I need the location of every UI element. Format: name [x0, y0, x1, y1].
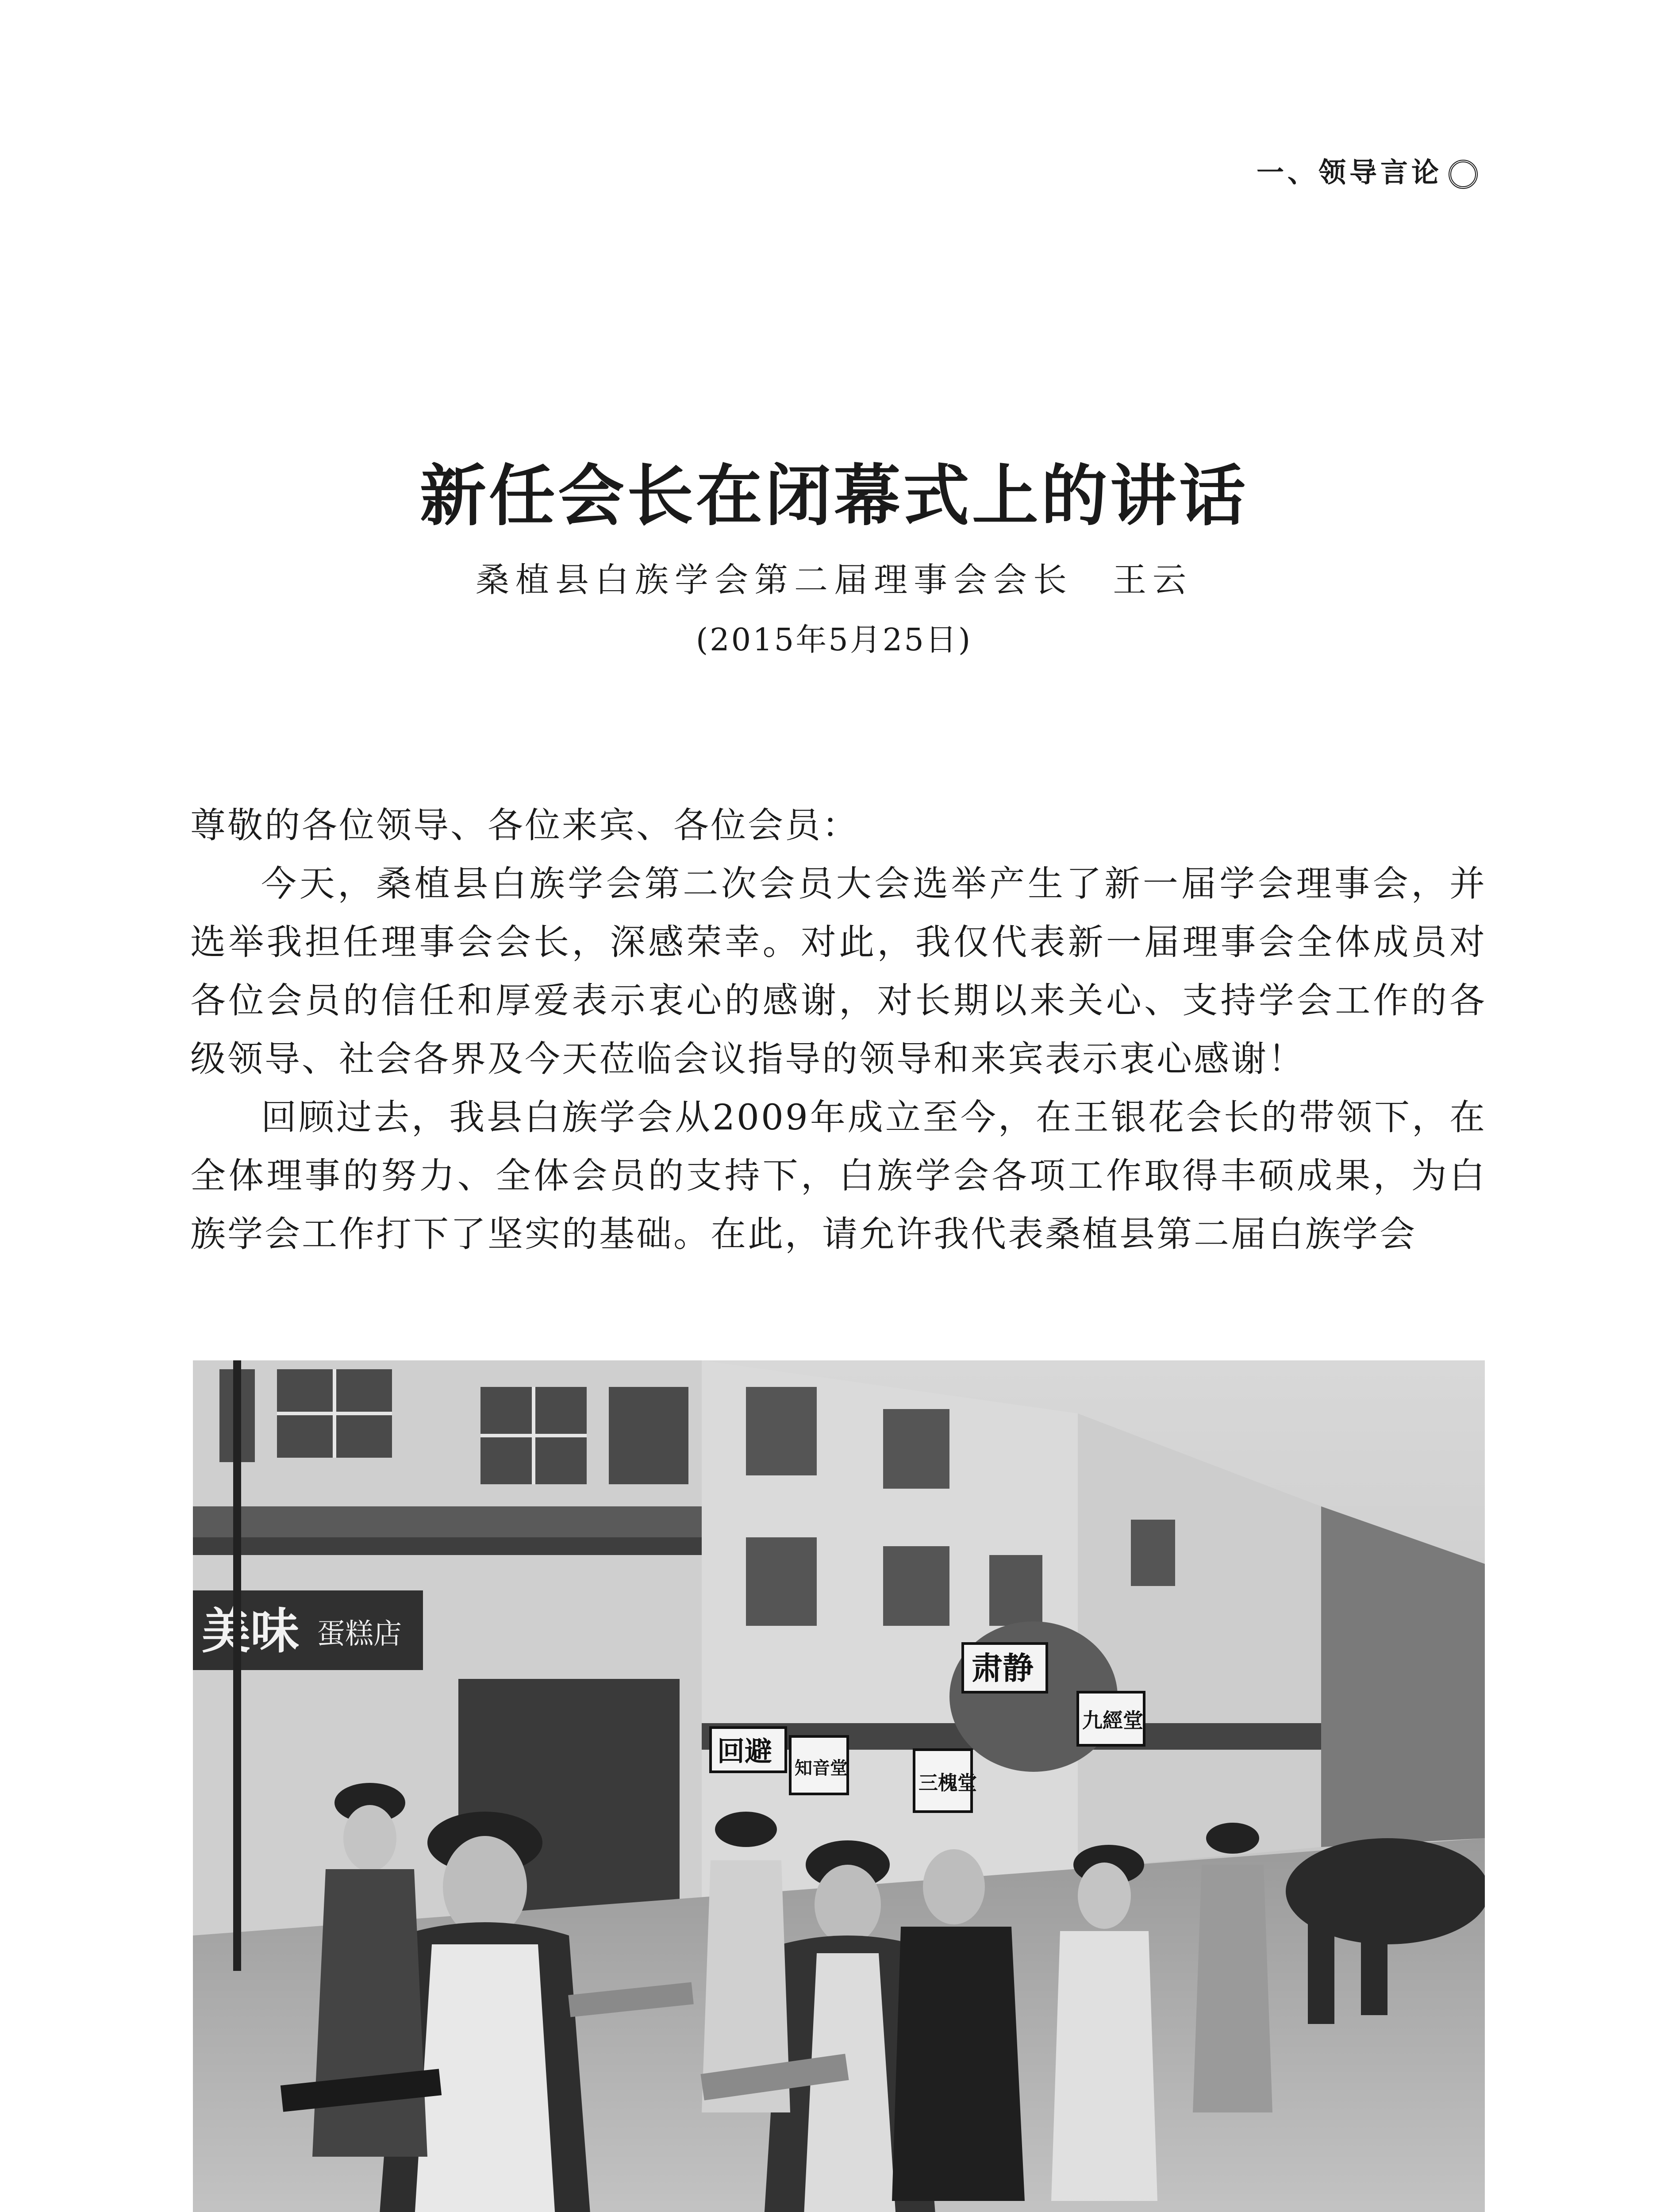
shop-sign-text: 蛋糕店	[317, 1618, 402, 1651]
salutation: 尊敬的各位领导、各位来宾、各位会员：	[190, 805, 859, 846]
article-body	[190, 796, 1487, 1263]
article-byline: 桑植县白族学会第二届理事会会长 王云	[476, 560, 1192, 599]
running-header-text: 一、领导言论	[1256, 156, 1442, 188]
placard-text: 回避	[717, 1735, 773, 1767]
body-paragraph: 今天，桑植县白族学会第二次会员大会选举产生了新一届学会理事会，并选举我担任理事会会长，深感荣幸。对此，我仅代表新一届理事会全体成员对各位会员的信任和厚爱表示衷心的感谢，对长期以来关心、支持学会工作的各级领导、社会各界及今天莅临会议指导的领导和来宾表示衷心感谢！	[190, 863, 1487, 1079]
parade-photo	[193, 1360, 1485, 2212]
placard-text: 肃静	[972, 1650, 1034, 1686]
running-header	[1257, 150, 1478, 190]
shop-sign-text: 美味	[202, 1603, 299, 1659]
placard-text: 九經堂	[1082, 1709, 1143, 1732]
placard-text: 知音堂	[795, 1758, 848, 1778]
placard-text: 三槐堂	[919, 1772, 977, 1794]
double-circle-icon	[1449, 160, 1478, 189]
article-title: 新任会长在闭幕式上的讲话	[419, 458, 1248, 535]
body-paragraph: 回顾过去，我县白族学会从2009年成立至今，在王银花会长的带领下，在全体理事的努力、全体会员的支持下，白族学会各项工作取得丰硕成果，为白族学会工作打下了坚实的基础。在此，请允许我代表桑植县第二届白族学会	[190, 1097, 1487, 1255]
article-date: (2015年5月25日)	[696, 622, 972, 658]
